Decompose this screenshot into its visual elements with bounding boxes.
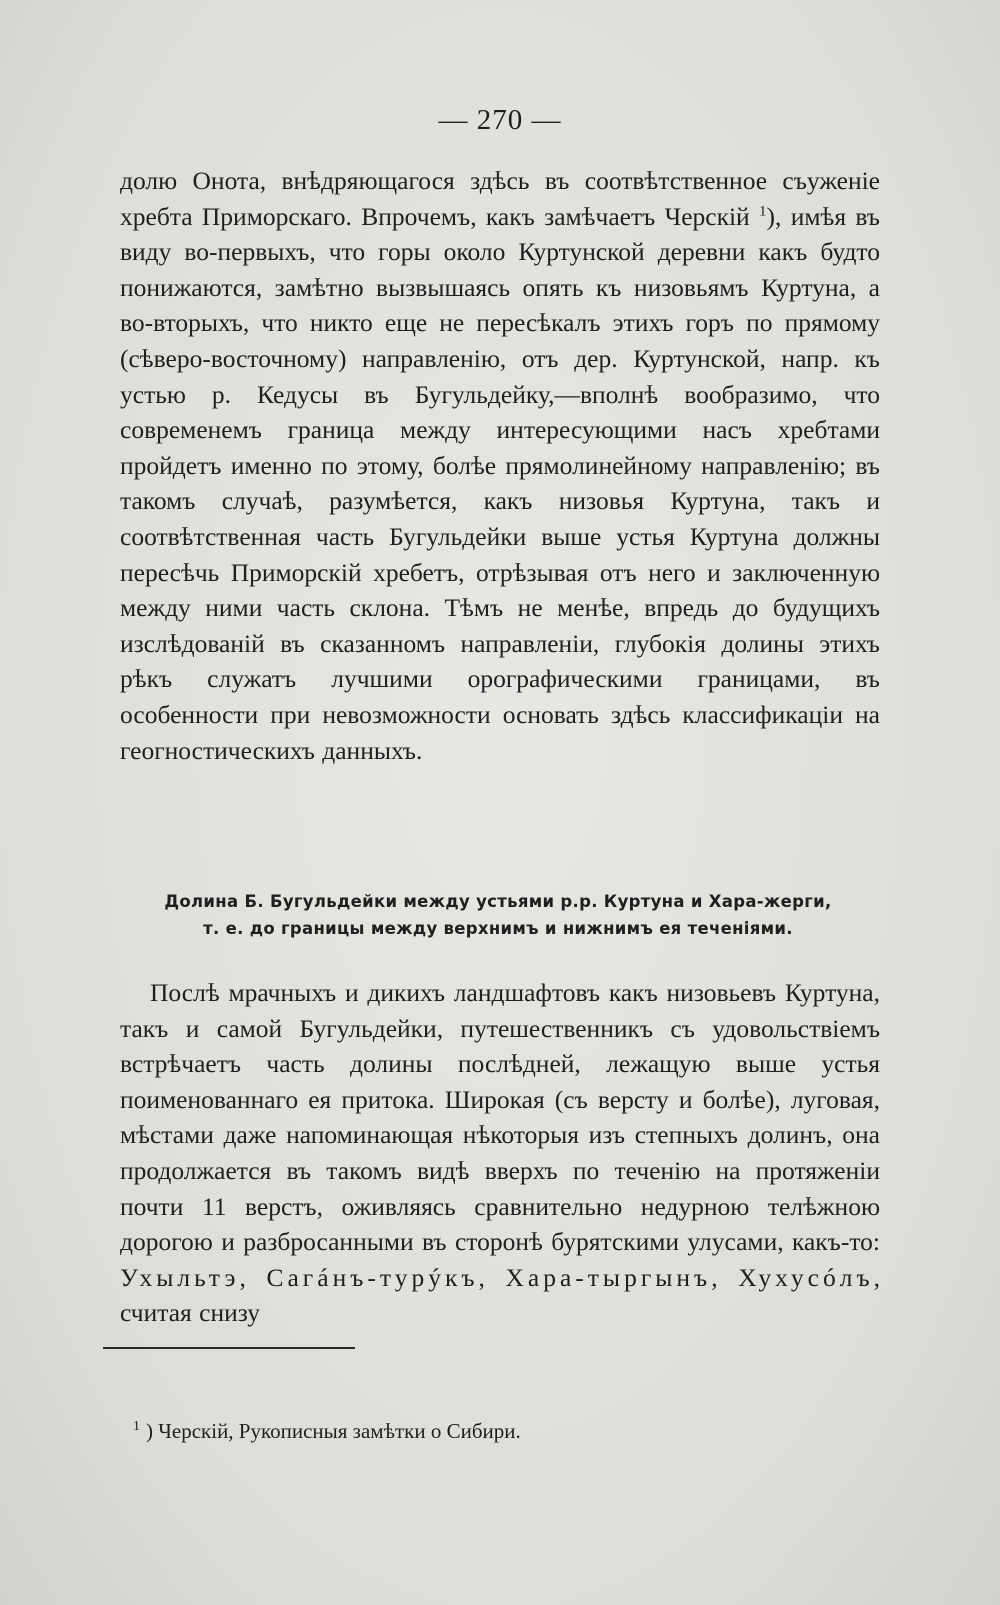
page-number: — 270 — bbox=[438, 104, 562, 136]
settlement-name-3: Хара-тыргынъ bbox=[505, 1262, 712, 1292]
section-heading bbox=[108, 888, 888, 942]
paragraph-2-text-a: Послѣ мрачныхъ и дикихъ ландшафтовъ какъ низовьевъ Куртуна, такъ и самой Бугульдейки, путешественникъ съ удовольствіемъ встрѣчаетъ часть долины послѣдней, лежащую выше устья поименованнаго ея притока. Широкая (съ версту и болѣе), луговая, мѣстами даже напоминающая нѣкоторыя изъ степныхъ долинъ, она продолжается въ такомъ видѣ вверхъ по теченію на протяженіи почти 11 верстъ, оживляясь сравнительно недурною телѣжною дорогою и разбросанными въ сторонѣ бурятскими улусами, какъ-то: bbox=[120, 978, 880, 1257]
paragraph-1-text-a: долю Онота, внѣдряющагося здѣсь въ соотвѣтственное съуженіе хребта Приморскаго. Впрочемъ, какъ замѣчаетъ Черскій bbox=[120, 166, 880, 231]
paragraph-1 bbox=[120, 163, 880, 768]
settlement-name-2: Сагáнъ-турýкъ bbox=[266, 1262, 479, 1292]
section-heading-line-2: т. е. до границы между верхнимъ и нижнимъ ея теченіями. bbox=[203, 919, 793, 938]
paragraph-2-text-b: считая снизу bbox=[120, 1298, 261, 1328]
footnote-text: ) Черскій, Рукописныя замѣтки о Сибири. bbox=[146, 1419, 521, 1443]
paragraph-2: Послѣ мрачныхъ и дикихъ ландшафтовъ какъ низовьевъ Куртуна, такъ и самой Бугульдейки, путешественникъ съ удовольствіемъ встрѣчаетъ часть долины послѣдней, лежащую выше устья поименованнаго ея притока. Широкая (съ версту и болѣе), луговая, мѣстами даже напоминающая нѣкоторыя изъ степныхъ долинъ, она продолжается въ такомъ видѣ вверхъ по теченію на протяженіи почти 11 верстъ, оживляясь сравнительно недурною телѣжною дорогою и разбросанными въ сторонѣ бурятскими улусами, какъ-то: Ухыльтэ, Сагáнъ-турýкъ, Хара-тыргынъ, Хухусóлъ, считая снизу bbox=[120, 978, 881, 1328]
settlement-name-4: Хухусóлъ bbox=[738, 1262, 874, 1292]
paragraph-1-text-b: ), имѣя въ виду во-первыхъ, что горы около Куртунской деревни какъ будто понижаются, замѣтно вызвышаясь опять къ низовьямъ Куртуна, а во-вторыхъ, что никто еще не пересѣкалъ этихъ горъ по прямому (сѣверо-восточному) направленію, отъ дер. Куртунской, напр. къ устью р. Кедусы въ Бугульдейку,—вполнѣ вообразимо, что современемъ граница между интересующими насъ хребтами пройдетъ именно по этому, болѣе прямолинейному направленію; въ такомъ случаѣ, разумѣется, какъ низовья Куртуна, такъ и соотвѣтственная часть Бугульдейки выше устья Куртуна должны пересѣчь Приморскій хребетъ, отрѣзывая отъ него и заключенную между ними часть склона. Тѣмъ не менѣе, впредь до будущихъ изслѣдованій въ сказанномъ направленіи, глубокія долины этихъ рѣкъ служатъ лучшими орографическими границами, въ особенности при невозможности основать здѣсь классификаціи на геогностическихъ данныхъ. bbox=[120, 201, 880, 765]
footnote-mark: 1 bbox=[133, 1419, 140, 1434]
footnote bbox=[133, 1413, 873, 1445]
section-heading-line-1: Долина Б. Бугульдейки между устьями р.р. Куртуна и Хара-жерги, bbox=[164, 892, 832, 911]
footnote-reference[interactable]: 1 bbox=[759, 203, 767, 220]
footnote-divider bbox=[103, 1347, 355, 1349]
settlement-name-1: Ухыльтэ bbox=[120, 1262, 240, 1292]
